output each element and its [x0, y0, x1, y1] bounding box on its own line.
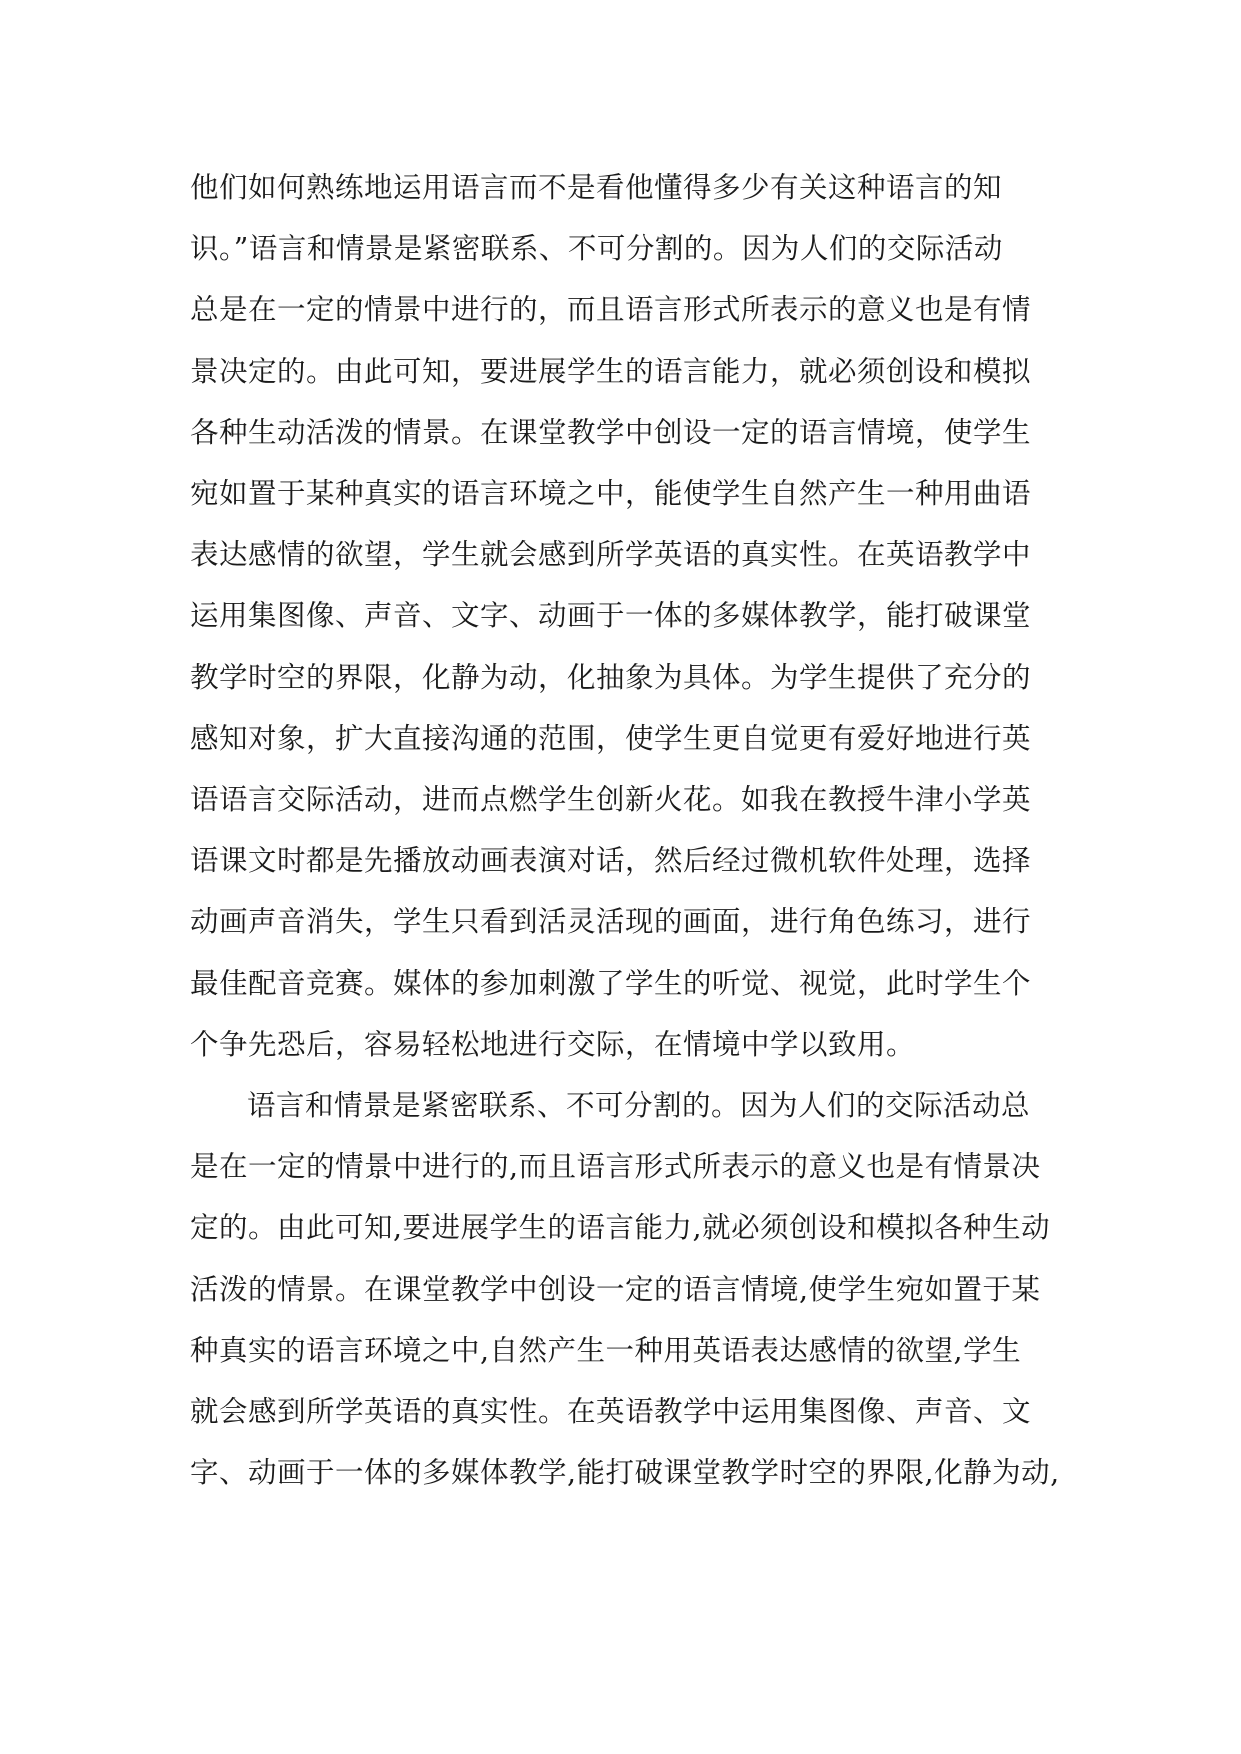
text-line: 运用集图像、声音、文字、动画于一体的多媒体教学，能打破课堂 [190, 599, 1032, 633]
text-line: 最佳配音竞赛。媒体的参加刺激了学生的听觉、视觉，此时学生个 [190, 966, 1032, 1000]
text-line: 宛如置于某种真实的语言环境之中，能使学生自然产生一种用曲语 [190, 477, 1032, 511]
text-line: 就会感到所学英语的真实性。在英语教学中运用集图像、声音、文 [190, 1395, 1032, 1429]
text-line: 语课文时都是先播放动画表演对话，然后经过微机软件处理，选择 [190, 844, 1032, 878]
text-line: 语语言交际活动，进而点燃学生创新火花。如我在教授牛津小学英 [190, 783, 1032, 817]
document-page [190, 157, 1060, 1503]
text-line: 总是在一定的情景中进行的，而且语言形式所表示的意义也是有情 [190, 293, 1032, 327]
text-line: 各种生动活泼的情景。在课堂教学中创设一定的语言情境，使学生 [190, 415, 1032, 449]
paragraph-1 [190, 157, 1040, 1075]
text-line: 是在一定的情景中进行的,而且语言形式所表示的意义也是有情景决 [190, 1150, 1041, 1184]
text-line: 字、动画于一体的多媒体教学,能打破课堂教学时空的界限,化静为动, [190, 1456, 1060, 1490]
text-line: 感知对象，扩大直接沟通的范围，使学生更自觉更有爱好地进行英 [190, 721, 1032, 755]
text-line: 教学时空的界限，化静为动，化抽象为具体。为学生提供了充分的 [190, 660, 1032, 694]
text-line: 活泼的情景。在课堂教学中创设一定的语言情境,使学生宛如置于某 [190, 1272, 1041, 1306]
text-line: 识。”语言和情景是紧密联系、不可分割的。因为人们的交际活动 [190, 232, 1003, 266]
text-line: 个争先恐后，容易轻松地进行交际，在情境中学以致用。 [190, 1027, 916, 1061]
paragraph-2 [190, 1075, 1060, 1503]
text-line: 表达感情的欲望，学生就会感到所学英语的真实性。在英语教学中 [190, 538, 1032, 572]
text-line: 动画声音消失，学生只看到活灵活现的画面，进行角色练习，进行 [190, 905, 1032, 939]
text-line: 种真实的语言环境之中,自然产生一种用英语表达感情的欲望,学生 [190, 1333, 1022, 1367]
text-line: 定的。由此可知,要进展学生的语言能力,就必须创设和模拟各种生动 [190, 1211, 1051, 1245]
text-line: 语言和情景是紧密联系、不可分割的。因为人们的交际活动总 [247, 1089, 1031, 1123]
text-line: 景决定的。由此可知，要进展学生的语言能力，就必须创设和模拟 [190, 354, 1032, 388]
text-line: 他们如何熟练地运用语言而不是看他懂得多少有关这种语言的知 [190, 171, 1003, 204]
